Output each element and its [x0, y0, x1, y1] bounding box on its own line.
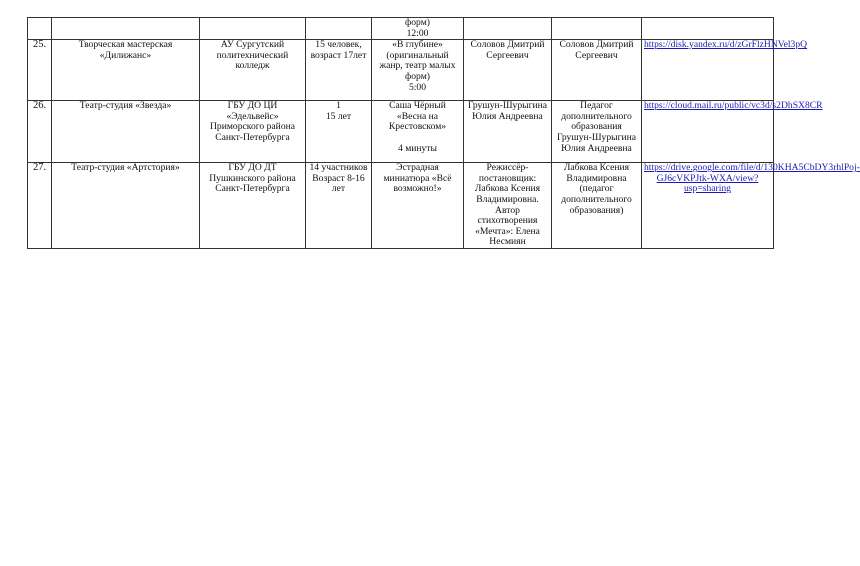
performance-cell: Эстрадная миниатюра «Всё возможно!»: [372, 163, 464, 249]
video-link[interactable]: https://cloud.mail.ru/public/vc3d/s2DhSX8CR: [642, 101, 774, 163]
collective-cell: Театр-студия «Звезда»: [52, 101, 200, 163]
participants-cell: 1 15 лет: [306, 101, 372, 163]
table-row: [28, 18, 774, 40]
collective-cell: Творческая мастерская «Дилижанс»: [52, 40, 200, 101]
performance-cell: форм) 12:00: [372, 18, 464, 40]
row-number: [28, 18, 52, 40]
participants-cell: 14 участников Возраст 8-16 лет: [306, 163, 372, 249]
collective-cell: [52, 18, 200, 40]
teacher-cell: Лабкова Ксения Владимировна (педагог дополнительного образования): [552, 163, 642, 249]
teacher-cell: [552, 18, 642, 40]
performance-cell: Саша Чёрный «Весна на Крестовском» 4 минуты: [372, 101, 464, 163]
row-number: 27.: [28, 163, 52, 249]
director-cell: Соловов Дмитрий Сергеевич: [464, 40, 552, 101]
participants-cell: [306, 18, 372, 40]
director-cell: Грушун-Шурыгина Юлия Андреевна: [464, 101, 552, 163]
director-cell: [464, 18, 552, 40]
collective-cell: Театр-студия «Артстория»: [52, 163, 200, 249]
director-cell: Режиссёр-постановщик: Лабкова Ксения Владимировна. Автор стихотворения «Мечта»: Елена Несмиян: [464, 163, 552, 249]
table-row: [28, 101, 774, 163]
participants-cell: 15 человек, возраст 17лет: [306, 40, 372, 101]
teacher-cell: Соловов Дмитрий Сергеевич: [552, 40, 642, 101]
video-link[interactable]: https://disk.yandex.ru/d/zGrFlzHNVel3pQ: [642, 40, 774, 101]
institution-cell: [200, 18, 306, 40]
performance-cell: «В глубине» (оригинальный жанр, театр малых форм) 5:00: [372, 40, 464, 101]
row-number: 26.: [28, 101, 52, 163]
table-row: [28, 163, 774, 249]
video-link: [642, 18, 774, 40]
program-table: [27, 17, 860, 249]
table-row: [28, 40, 774, 101]
institution-cell: АУ Сургутский политехнический колледж: [200, 40, 306, 101]
video-link[interactable]: https://drive.google.com/file/d/130KHA5CbDY3rhlPoj-GJ6cVKPJtk-WXA/view?usp=sharing: [642, 163, 774, 249]
institution-cell: ГБУ ДО ДТ Пушкинского района Санкт-Петербурга: [200, 163, 306, 249]
row-number: 25.: [28, 40, 52, 101]
institution-cell: ГБУ ДО ЦИ «Эдельвейс» Приморского района Санкт-Петербурга: [200, 101, 306, 163]
teacher-cell: Педагог дополнительного образования Грушун-Шурыгина Юлия Андреевна: [552, 101, 642, 163]
